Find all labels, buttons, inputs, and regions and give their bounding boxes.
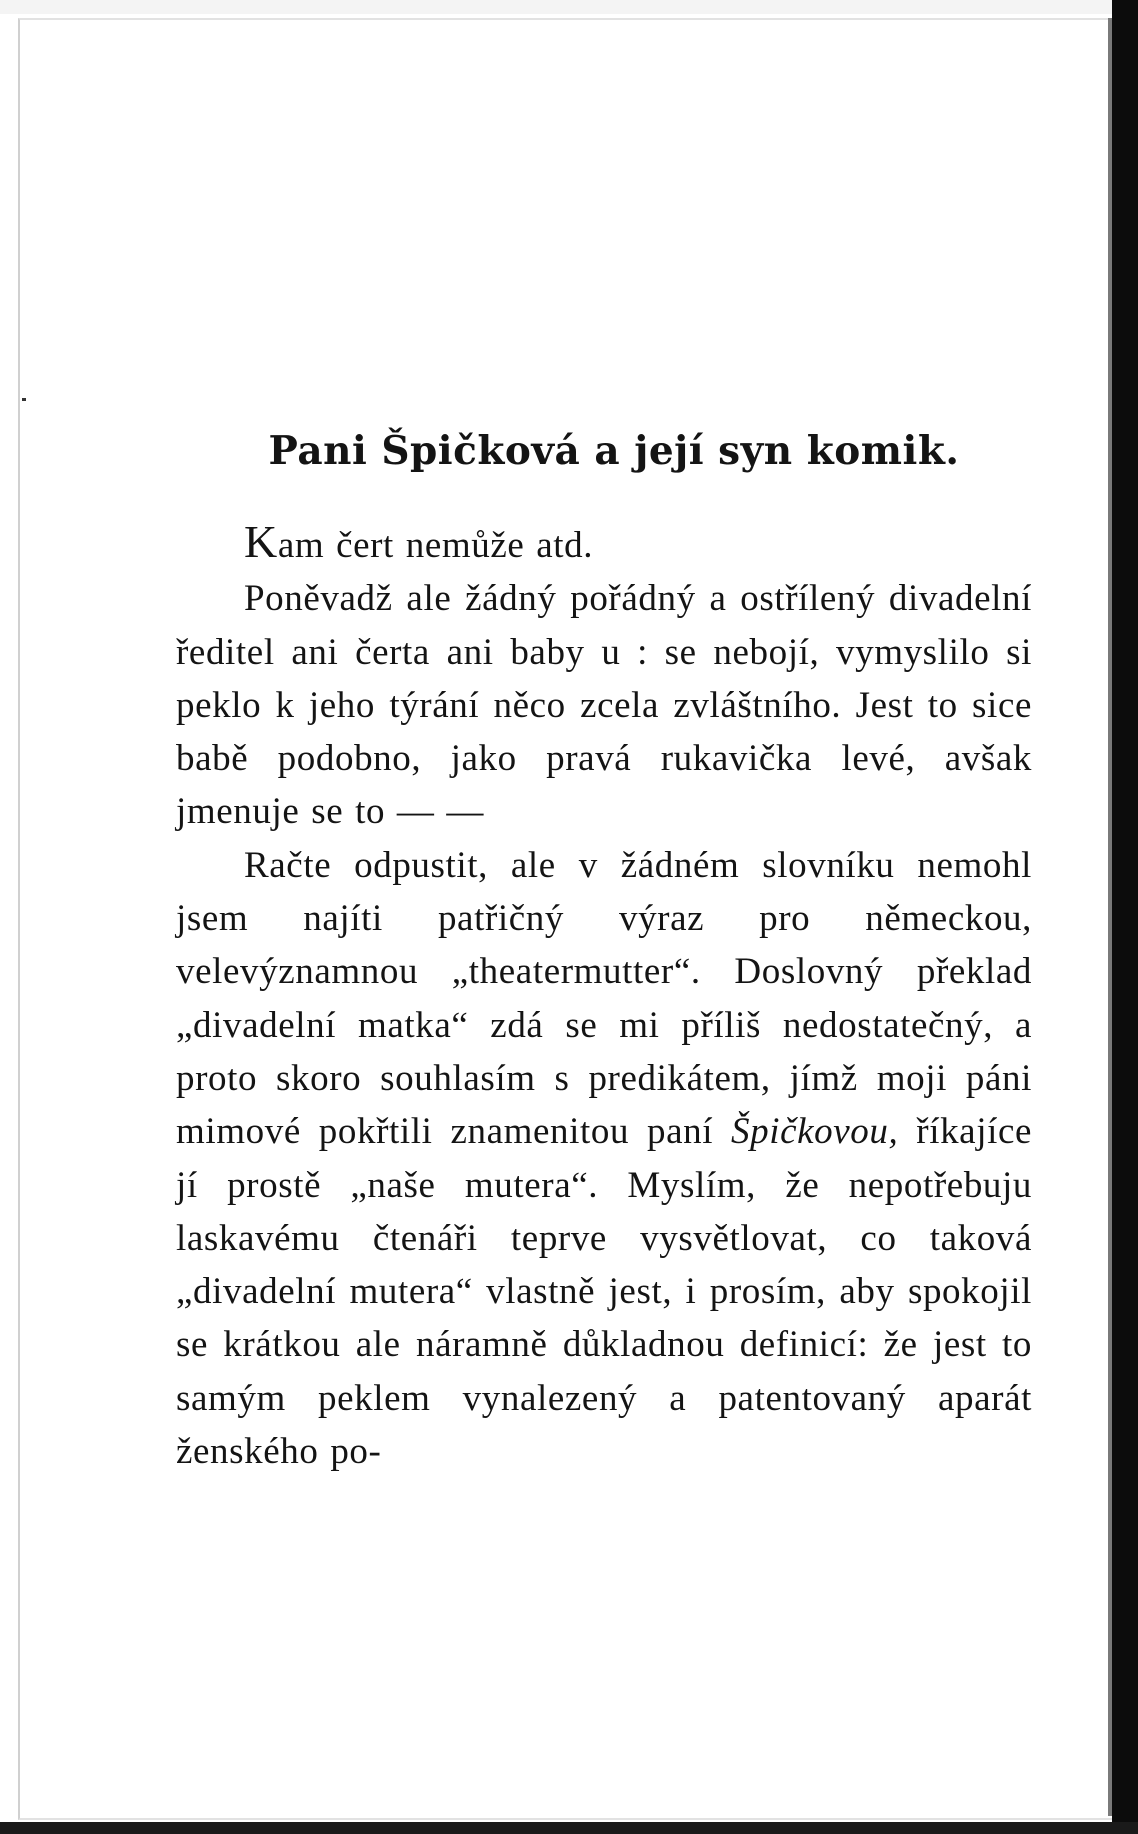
scan-right-edge — [1112, 0, 1138, 1834]
paragraph-three-text-a: Račte odpustit, ale v žádném slovníku nemohl jsem najíti patřičný výraz pro německou, velevýznamnou „theatermutter“. Doslovný překlad „divadelní matka“ zdá se mi příliš nedostatečný, a proto skoro souhlasím s predikátem, jímž moji páni mimové pokřtili znamenitou paní — [176, 844, 1032, 1153]
paragraph-two: Poněvadž ale žádný pořádný a ostřílený divadelní ředitel ani čerta ani baby u : se nebojí, vymyslilo si peklo k jeho týrání něco zcela zvláštního. Jest to sice babě podobno, jako pravá rukavička levé, avšak jmenuje se to — — — [176, 578, 1032, 833]
paragraph-three — [176, 839, 1032, 1479]
page-content — [176, 425, 1032, 1478]
scan-speck — [22, 398, 26, 401]
italic-name: Špičkovou, — [731, 1111, 899, 1153]
chapter-title: Pani Špičková a její syn komik. — [268, 428, 960, 474]
paragraph-opening — [176, 515, 1032, 572]
opening-text: am čert nemůže atd. — [277, 525, 594, 566]
scan-top-edge — [0, 0, 1138, 14]
initial-letter: K — [244, 516, 278, 567]
paragraph-three-text-b: říkajíce jí prostě „naše mutera“. Myslím, že nepotřebuju laskavému čtenáři teprve vysvětlovat, co taková „divadelní mutera“ vlastně jest, i prosím, aby spokojil se krátkou ale náramně důkladnou definicí: že jest to samým peklem vynalezený a patentovaný aparát ženského po- — [176, 1111, 1033, 1473]
scan-bottom-edge — [0, 1822, 1138, 1834]
